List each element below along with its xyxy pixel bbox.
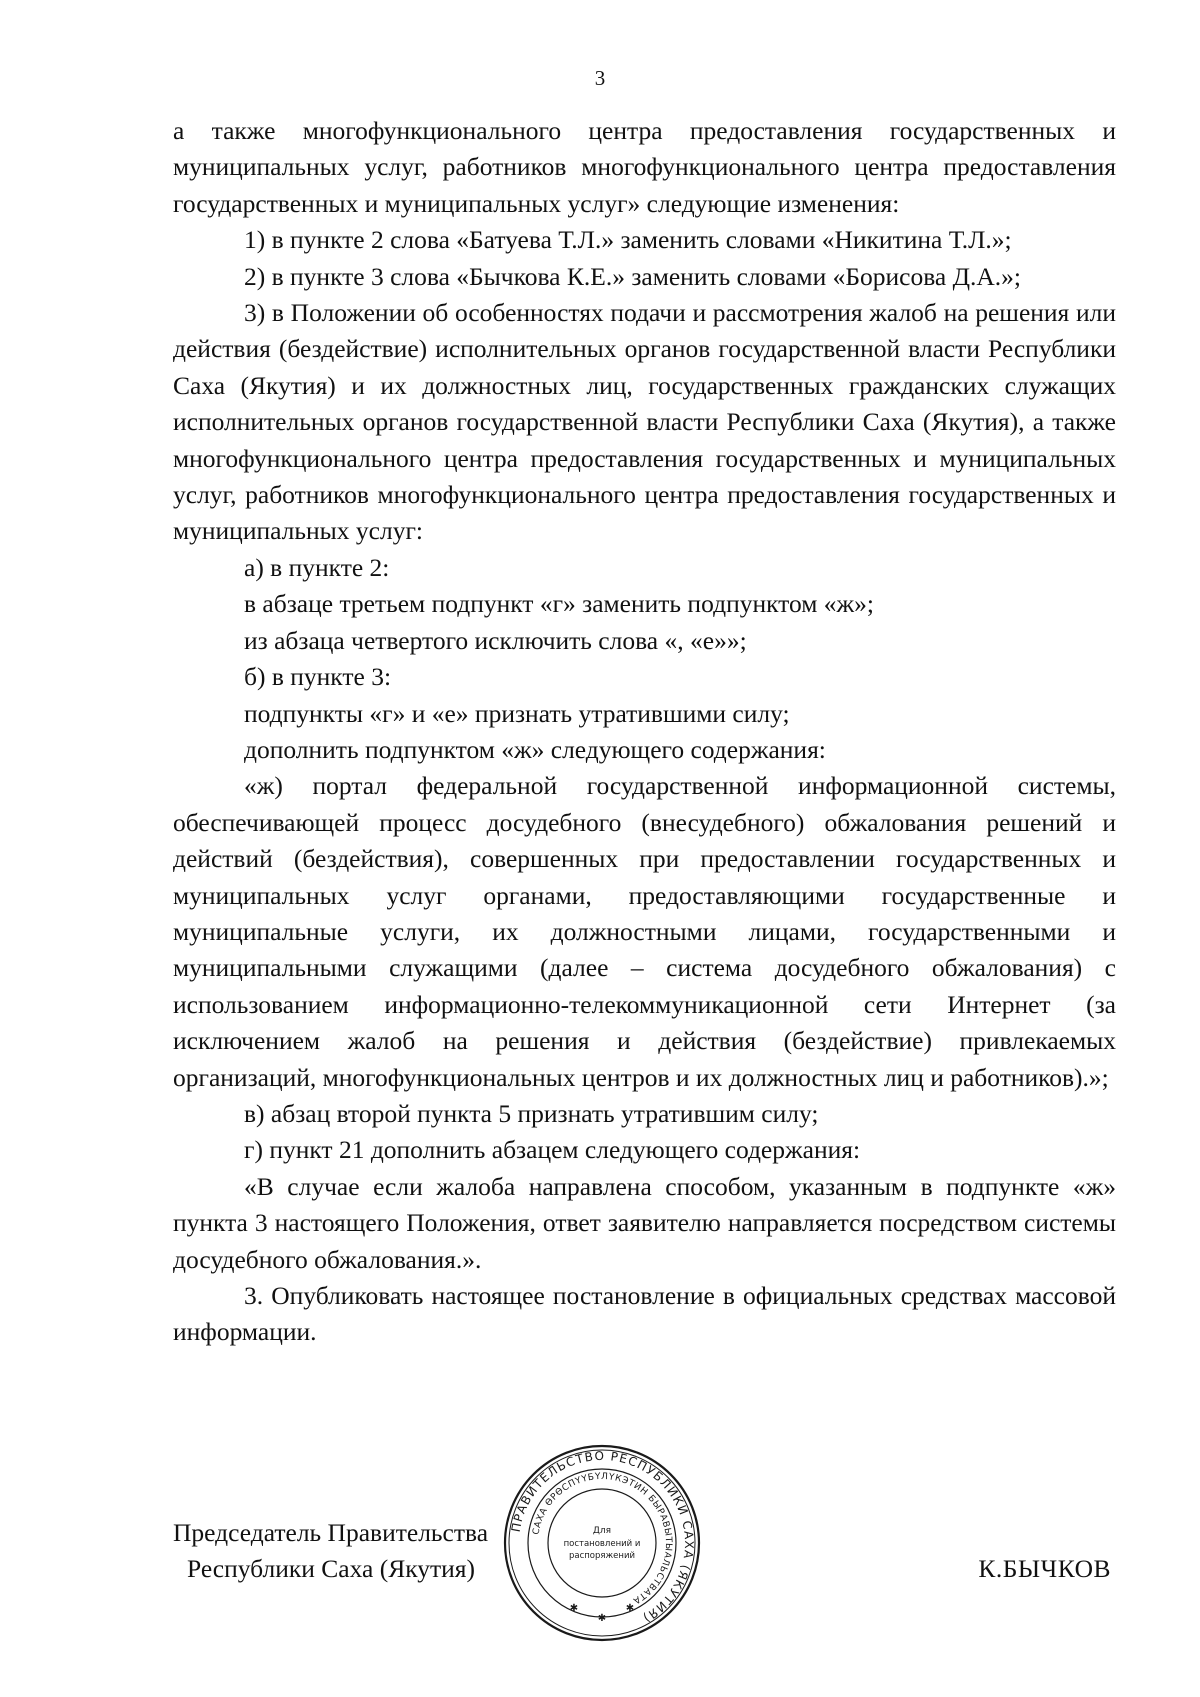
paragraph: 2) в пункте 3 слова «Бычкова К.Е.» заменить словами «Борисова Д.А.»; [244, 261, 1021, 291]
seal-inner-text: САХА ӨРӨСПҮҮБҮЛҮКЭТИН БЫРАВЫТЫАЛЬСТВАТА [531, 1471, 674, 1606]
paragraph: дополнить подпунктом «ж» следующего содержания: [244, 734, 826, 764]
document-body [173, 113, 1116, 1351]
paragraph: «ж) портал федеральной государственной информационной системы, обеспечивающей процесс досудебного (внесудебного) обжалования решений и действий (бездействия), совершенных при предоставлении государственных и муниципальных услуг органами, предоставляющими государственные и муниципальные услуги, их должностными лицами, государственными и муниципальными служащими (далее – система досудебного обжалования) с использованием информационно-телекоммуникационной сети Интернет (за исключением жалоб на решения и действия (бездействие) привлекаемых организаций, многофункциональных центров и их должностных лиц и работников).»; [173, 771, 1116, 1092]
seal-star-icon: ✱ [625, 1603, 635, 1614]
signatory-name: К.БЫЧКОВ [978, 1554, 1111, 1583]
paragraph: 3) в Положении об особенностях подачи и рассмотрения жалоб на решения или действия (бездействие) исполнительных органов государственной власти Республики Саха (Якутия) и их должностных лиц, государственных гражданских служащих исполнительных органов государственной власти Республики Саха (Якутия), а также многофункционального центра предоставления государственных и муниципальных услуг, работников многофункционального центра предоставления государственных и муниципальных услуг: [173, 298, 1116, 546]
paragraph: б) в пункте 3: [244, 662, 392, 692]
paragraph: 1) в пункте 2 слова «Батуева Т.Л.» заменить словами «Никитина Т.Л.»; [244, 225, 1012, 255]
seal-center-line1: Для [592, 1526, 612, 1536]
signatory-title [173, 1515, 488, 1587]
paragraph: 3. Опубликовать настоящее постановление в официальных средствах массовой информации. [173, 1281, 1116, 1347]
seal-center-line2: постановлений и [563, 1539, 641, 1549]
page-number: 3 [594, 66, 606, 90]
signatory-title-line2: Республики Саха (Якутия) [187, 1554, 476, 1583]
signatory-title-line1: Председатель Правительства [173, 1518, 489, 1547]
paragraph: из абзаца четвертого исключить слова «, «е»»; [244, 625, 747, 655]
paragraph: «В случае если жалоба направлена способом, указанным в подпункте «ж» пункта 3 настоящего Положения, ответ заявителю направляется посредством системы досудебного обжалования.». [173, 1171, 1116, 1274]
seal-center-line3: распоряжений [568, 1551, 636, 1561]
seal-star-icon: ✱ [597, 1613, 607, 1624]
paragraph: подпункты «г» и «е» признать утратившими силу; [244, 698, 790, 728]
paragraph: г) пункт 21 дополнить абзацем следующего содержания: [244, 1135, 861, 1165]
official-seal-stamp [502, 1443, 702, 1643]
paragraph: в абзаце третьем подпункт «г» заменить подпунктом «ж»; [244, 589, 874, 619]
seal-outer-text: ПРАВИТЕЛЬСТВО РЕСПУБЛИКИ САХА (ЯКУТИЯ) [508, 1448, 697, 1626]
paragraph: а также многофункционального центра предоставления государственных и муниципальных услуг, работников многофункционального центра предоставления государственных и муниципальных услуг» следующие изменения: [173, 116, 1116, 218]
paragraph: а) в пункте 2: [244, 552, 390, 582]
seal-star-icon: ✱ [569, 1603, 579, 1614]
paragraph: в) абзац второй пункта 5 признать утратившим силу; [244, 1098, 819, 1128]
